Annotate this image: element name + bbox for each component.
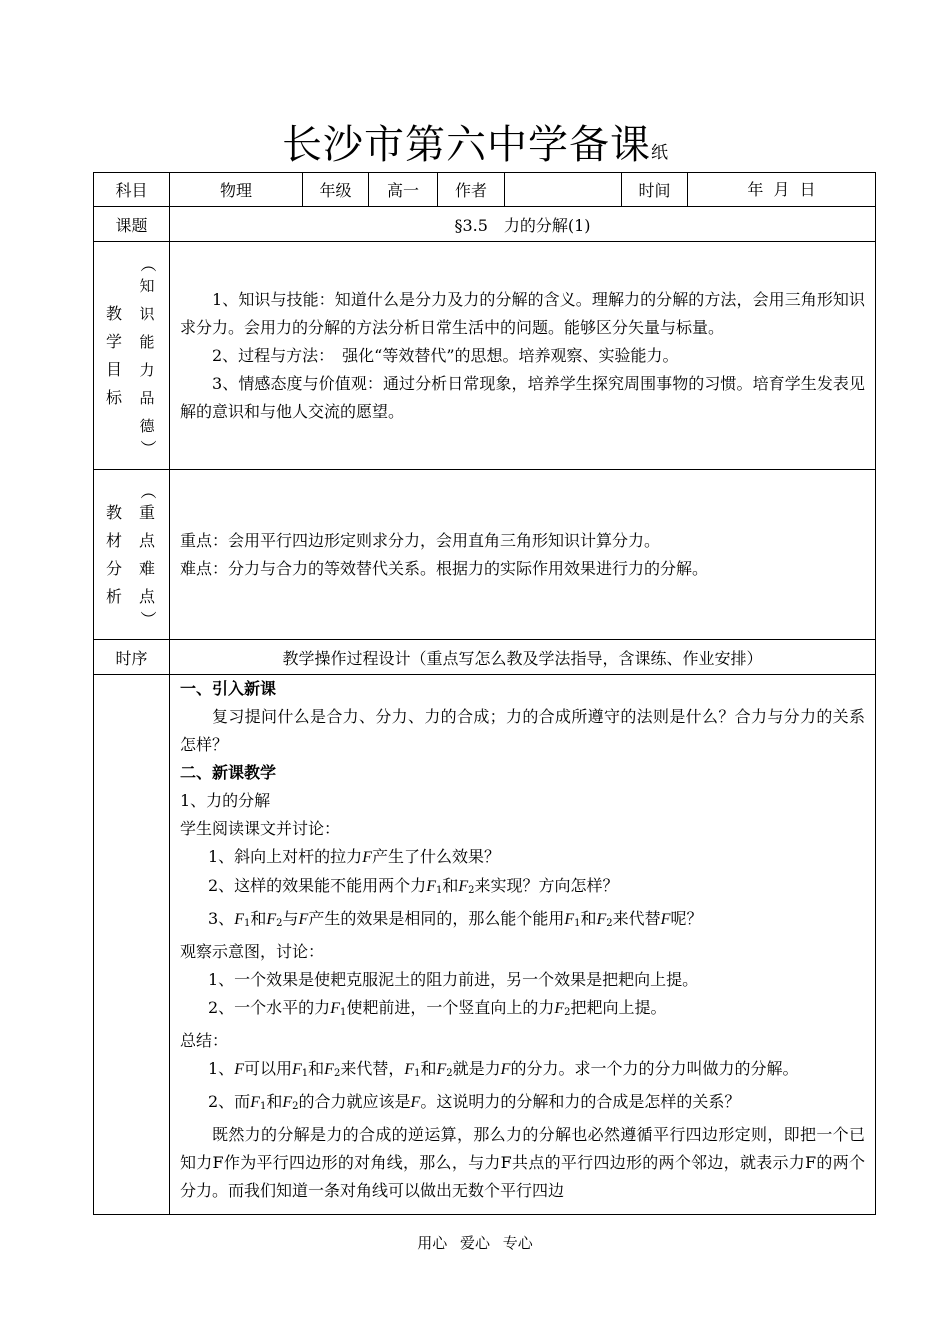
title-suffix: 纸 — [651, 143, 668, 163]
topic-row — [94, 207, 876, 242]
question-1: 1、斜向上对杆的拉力F产生了什么效果？ — [208, 847, 500, 866]
time-order-label: 时序 — [94, 640, 170, 675]
summary-paragraph: 既然力的分解是力的合成的逆运算，那么力的分解也必然遵循平行四边形定则，即把一个已知力F作为平行四边形的对角线，那么，与力F共点的平行四边形的两个邻边，就表示力F的两个分力。而我们知道一条对角线可以做出无数个平行四边 — [180, 1125, 865, 1200]
question-2: 2、这样的效果能不能用两个力$F_1$和$F_2$来实现？方向怎样？ — [208, 876, 619, 896]
author-label: 作者 — [438, 173, 505, 207]
analysis-label-sub: ︵ 重 点 难 点 ︶ — [138, 482, 157, 627]
process-content — [170, 675, 876, 1215]
process-header-row — [94, 640, 876, 675]
goals-label — [94, 242, 170, 470]
author-value — [505, 173, 622, 207]
question-3: 3、$F_1$和$F_2$与F产生的效果是相同的，那么能个能用$F_1$和$F_2$来代替F呢？ — [208, 909, 703, 929]
summary-2: 2、而$F_1$和$F_2$的合力就应该是F。这说明力的分解和力的合成是怎样的关系？ — [208, 1092, 741, 1112]
observation-1: 1、一个效果是使耙克服泥土的阻力前进，另一个效果是把耙向上提。 — [208, 970, 699, 989]
summary-label: 总结： — [180, 1031, 229, 1050]
goals-label-main: 教 学 目 标 — [106, 303, 123, 407]
grade-value: 高一 — [369, 173, 438, 207]
goal-process: 2、过程与方法： 强化“等效替代”的思想。培养观察、实验能力。 — [212, 345, 679, 365]
key-point: 重点：会用平行四边形定则求分力，会用直角三角形知识计算分力。 — [180, 530, 661, 550]
grade-label: 年级 — [303, 173, 369, 207]
subject-value: 物理 — [170, 173, 303, 207]
goal-knowledge: 1、知识与技能：知道什么是分力及力的分解的含义。理解力的分解的方法，会用三角形知识求分力。会用力的分解的方法分析日常生活中的问题。能够区分矢量与标量。 — [180, 289, 865, 337]
analysis-label — [94, 470, 170, 640]
lesson-plan-table — [93, 172, 876, 1215]
observation-2: 2、一个水平的力$F_1$使耙前进，一个竖直向上的力$F_2$把耙向上提。 — [208, 998, 667, 1018]
goals-content — [170, 242, 876, 470]
observe-diagram: 观察示意图，讨论： — [180, 942, 325, 961]
topic-label: 课题 — [94, 207, 170, 242]
goals-label-sub: ︵ 知 识 能 力 品 德 ︶ — [138, 255, 157, 456]
read-discuss: 学生阅读课文并讨论： — [180, 819, 341, 838]
summary-1: 1、F可以用$F_1$和$F_2$来代替，$F_1$和$F_2$就是力F的分力。求一个力的分力叫做力的分解。 — [208, 1059, 799, 1079]
intro-text: 复习提问什么是合力、分力、力的合成；力的合成所遵守的法则是什么？合力与分力的关系怎样？ — [180, 707, 865, 754]
footer: 用心 爱心 专心 — [417, 1234, 533, 1252]
process-header: 教学操作过程设计（重点写怎么教及学法指导，含课练、作业安排） — [170, 640, 876, 675]
time-value: 年 月 日 — [688, 173, 876, 207]
page-title — [0, 118, 950, 180]
section-intro-heading: 一、引入新课 — [180, 679, 277, 698]
analysis-row — [94, 470, 876, 640]
time-label: 时间 — [622, 173, 688, 207]
analysis-label-main: 教 材 分 析 — [106, 502, 123, 606]
goal-emotion: 3、情感态度与价值观：通过分析日常现象，培养学生探究周围事物的习惯。培育学生发表见解的意识和与他人交流的愿望。 — [180, 373, 865, 421]
process-row — [94, 675, 876, 1215]
goals-row — [94, 242, 876, 470]
time-order-cell — [94, 675, 170, 1215]
topic-value: §3.5 力的分解(1) — [170, 207, 876, 242]
subsection-force-decomposition: 1、力的分解 — [180, 791, 271, 810]
analysis-content — [170, 470, 876, 640]
subject-label: 科目 — [94, 173, 170, 207]
difficulty: 难点：分力与合力的等效替代关系。根据力的实际作用效果进行力的分解。 — [180, 558, 709, 578]
title-main: 长沙市第六中学备课 — [282, 122, 651, 168]
section-new-heading: 二、新课教学 — [180, 763, 277, 782]
header-row — [94, 173, 876, 207]
